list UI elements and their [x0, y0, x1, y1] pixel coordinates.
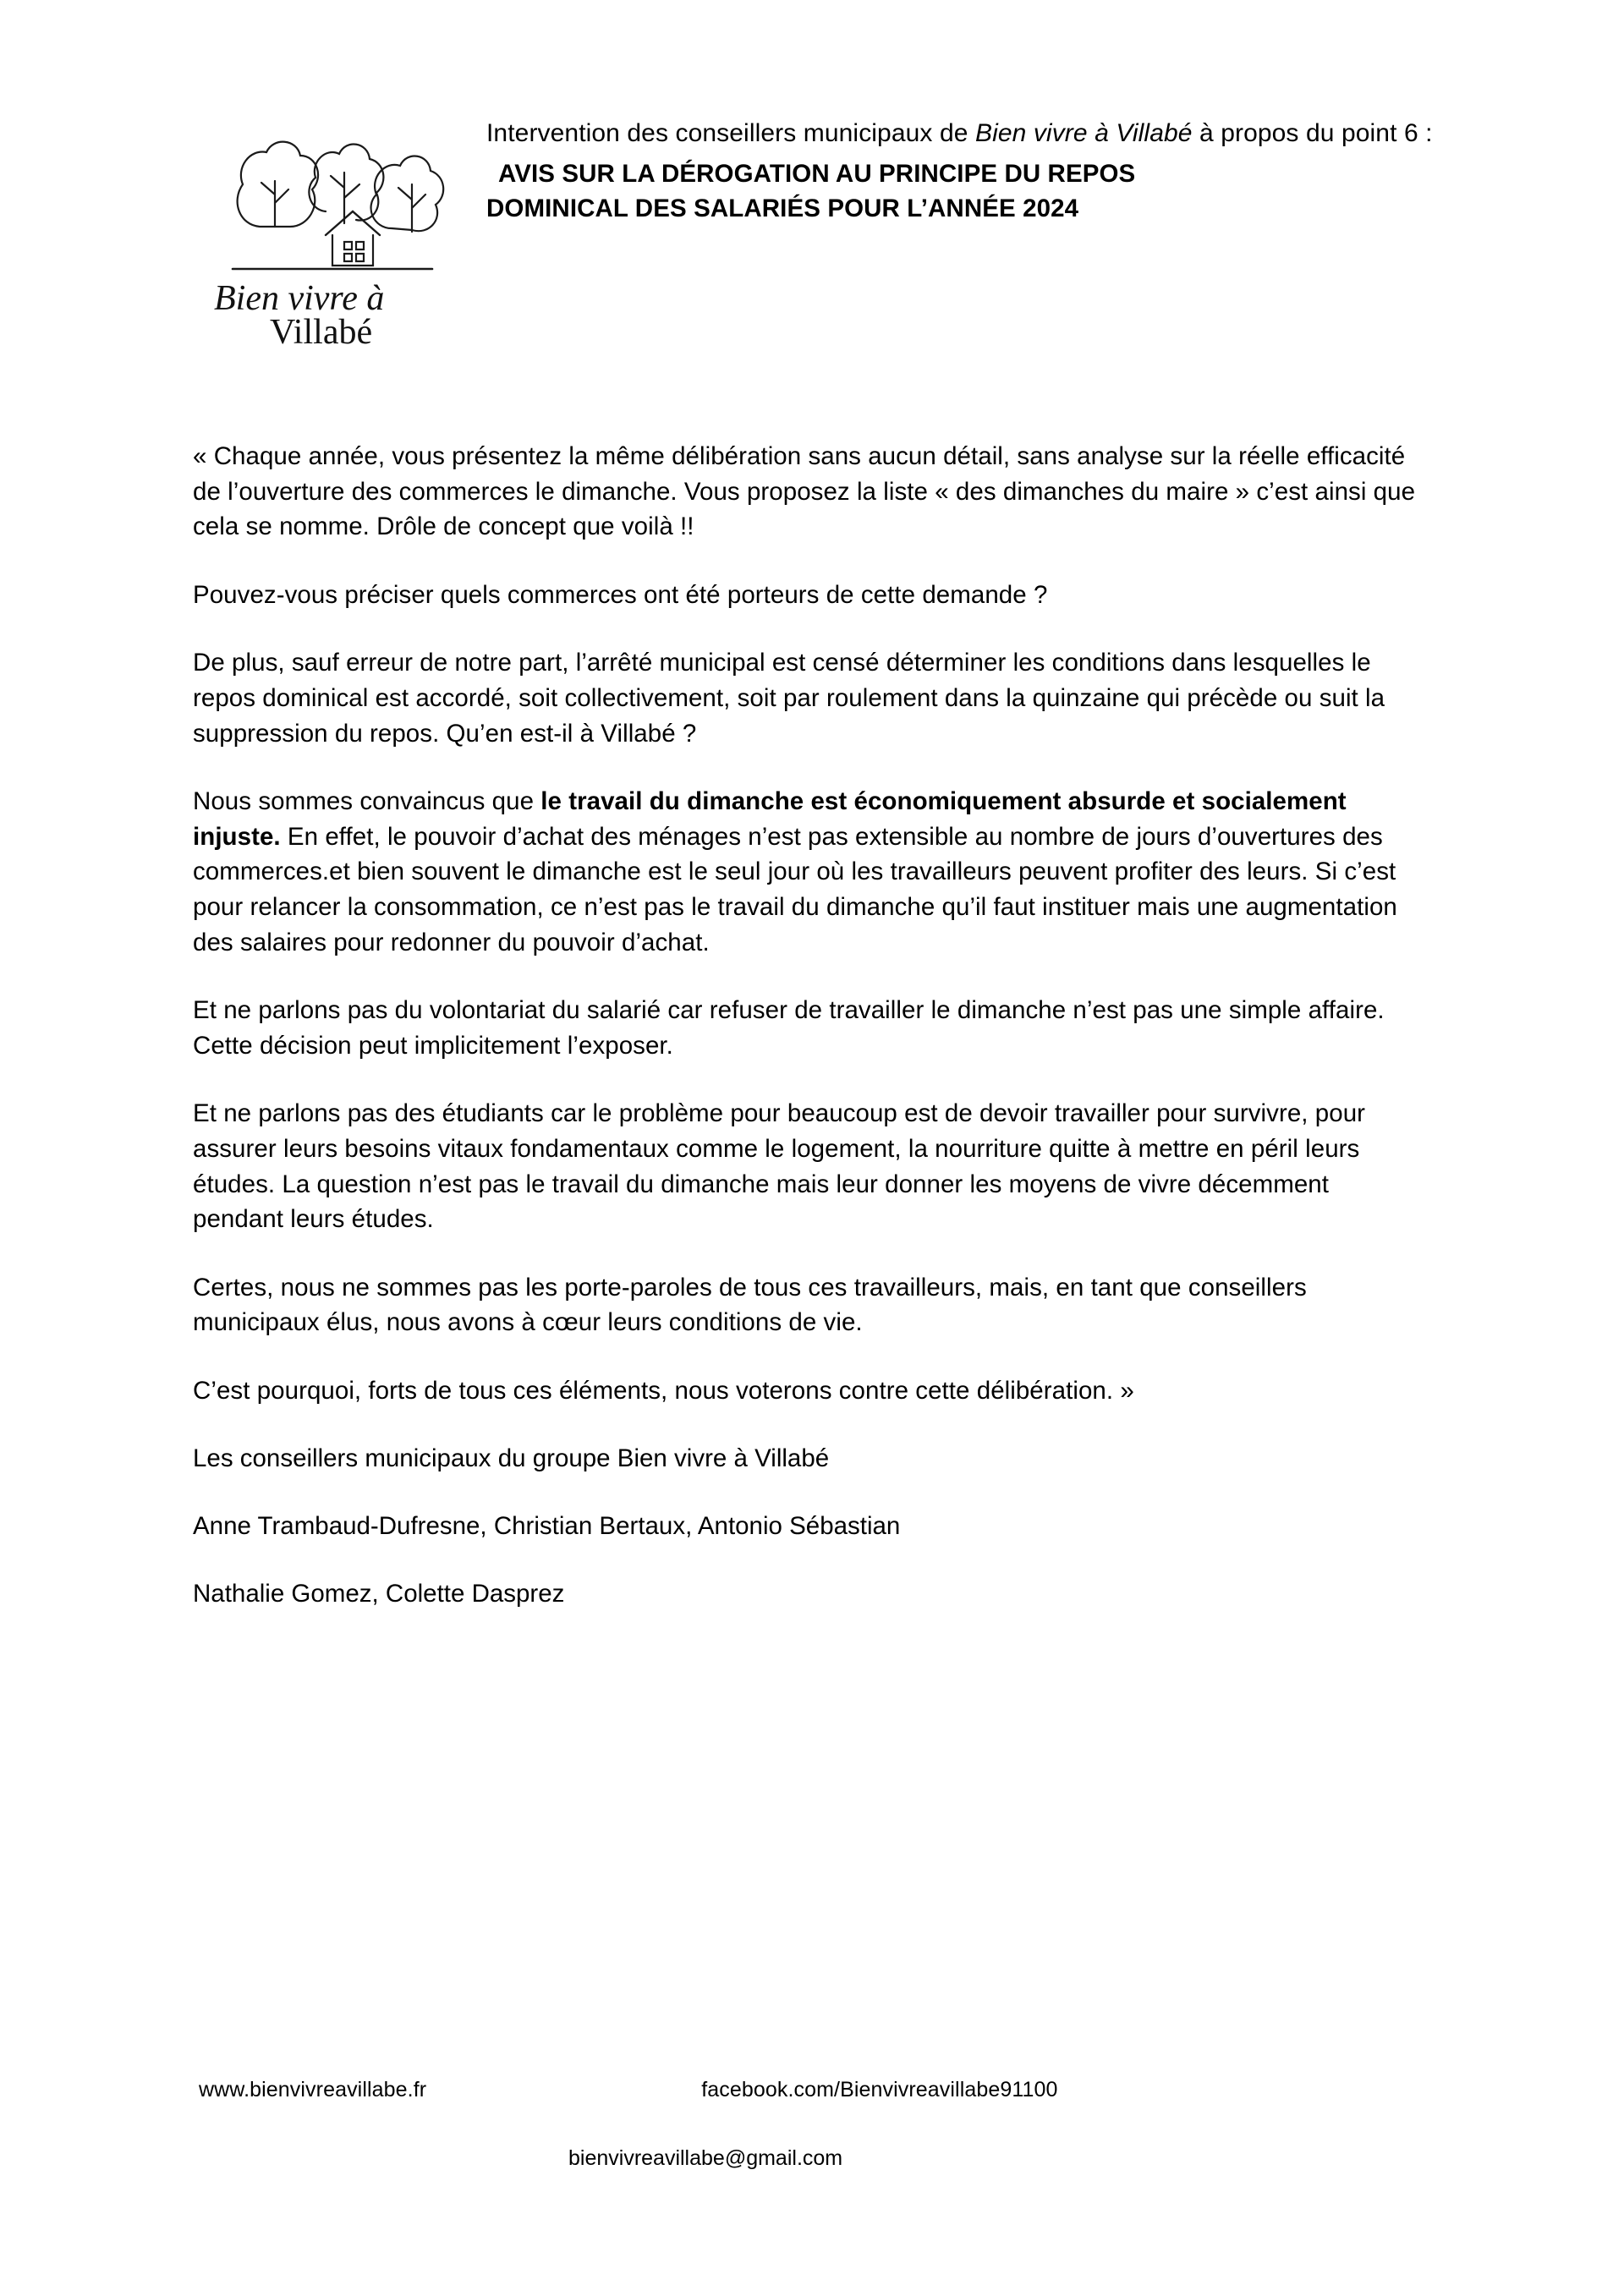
signature-names-line-1: Anne Trambaud-Dufresne, Christian Bertaux, Antonio Sébastian	[193, 1512, 901, 1541]
logo-script-line: Bien vivre à	[214, 279, 385, 318]
header-text-block	[486, 93, 1451, 227]
paragraph-4-emphasis: le travail du dimanche est économiquement absurde et socialement injuste.	[193, 787, 1347, 851]
signature-group-italic: Bien vivre à Villabé	[617, 1444, 830, 1473]
title-line-1: AVIS SUR LA DÉROGATION AU PRINCIPE DU REPOS	[498, 160, 1136, 189]
paragraph-4-lead: Nous sommes convaincus que	[193, 787, 541, 816]
document-title	[486, 157, 1451, 226]
paragraph-5: Et ne parlons pas du volontariat du salarié car refuser de travailler le dimanche n’est pas une simple affaire. Cette décision peut implicitement l’exposer.	[193, 996, 1385, 1060]
paragraph-4-rest: En effet, le pouvoir d’achat des ménages n’est pas extensible au nombre de jours d’ouvertures des commerces.et bien souvent le dimanche est le seul jour où les travailleurs peuvent profiter des leurs. Si c’est pour relancer la consommation, ce n’est pas le travail du dimanche qu’il faut instituer mais une augmentation des salaires pour redonner du pouvoir d’achat.	[193, 822, 1397, 956]
document-header	[0, 0, 1624, 349]
document-body	[0, 439, 1624, 1611]
intro-after: à propos du point 6 :	[1192, 119, 1433, 147]
intro-before: Intervention des conseillers municipaux de	[486, 119, 975, 147]
intro-line	[486, 117, 1451, 151]
footer-links-row	[0, 2078, 1624, 2102]
paragraph-6: Et ne parlons pas des étudiants car le problème pour beaucoup est de devoir travailler pour survivre, pour assurer leurs besoins vitaux fondamentaux comme le logement, la nourriture quitte à mettre en péril leurs études. La question n’est pas le travail du dimanche mais leur donner les moyens de vivre décemment pendant leurs études.	[193, 1099, 1366, 1234]
paragraph-4	[193, 784, 1421, 960]
paragraph-2: Pouvez-vous préciser quels commerces ont été porteurs de cette demande ?	[193, 580, 1048, 609]
paragraph-7: Certes, nous ne sommes pas les porte-paroles de tous ces travailleurs, mais, en tant que conseillers municipaux élus, nous avons à cœur leurs conditions de vie.	[193, 1273, 1307, 1337]
paragraph-3: De plus, sauf erreur de notre part, l’arrêté municipal est censé déterminer les conditions dans lesquelles le repos dominical est accordé, soit collectivement, soit par roulement dans la quinzaine qui précède ou suit la suppression du repos. Qu’en est-il à Villabé ?	[193, 649, 1385, 748]
title-line-2: DOMINICAL DES SALARIÉS POUR L’ANNÉE 2024	[486, 194, 1079, 222]
intro-italic: Bien vivre à Villabé	[974, 119, 1193, 147]
document-footer	[0, 2078, 1624, 2171]
logo-second-line: Villabé	[270, 313, 373, 345]
footer-email[interactable]: bienvivreavillabe@gmail.com	[568, 2146, 843, 2170]
association-logo	[199, 100, 461, 349]
signature-group-line	[193, 1441, 1421, 1477]
footer-facebook[interactable]: facebook.com/Bienvivreavillabe91100	[701, 2078, 1058, 2101]
footer-website[interactable]: www.bienvivreavillabe.fr	[199, 2078, 427, 2101]
paragraph-1: « Chaque année, vous présentez la même délibération sans aucun détail, sans analyse sur la réelle efficacité de l’ouverture des commerces le dimanche. Vous proposez la liste « des dimanches du maire » c’est ainsi que cela se nomme. Drôle de concept que voilà !!	[193, 442, 1416, 541]
paragraph-8: C’est pourquoi, forts de tous ces éléments, nous voterons contre cette délibération. »	[193, 1376, 1134, 1405]
signature-names-line-2: Nathalie Gomez, Colette Dasprez	[193, 1579, 565, 1608]
signature-group-before: Les conseillers municipaux du groupe	[193, 1444, 617, 1473]
